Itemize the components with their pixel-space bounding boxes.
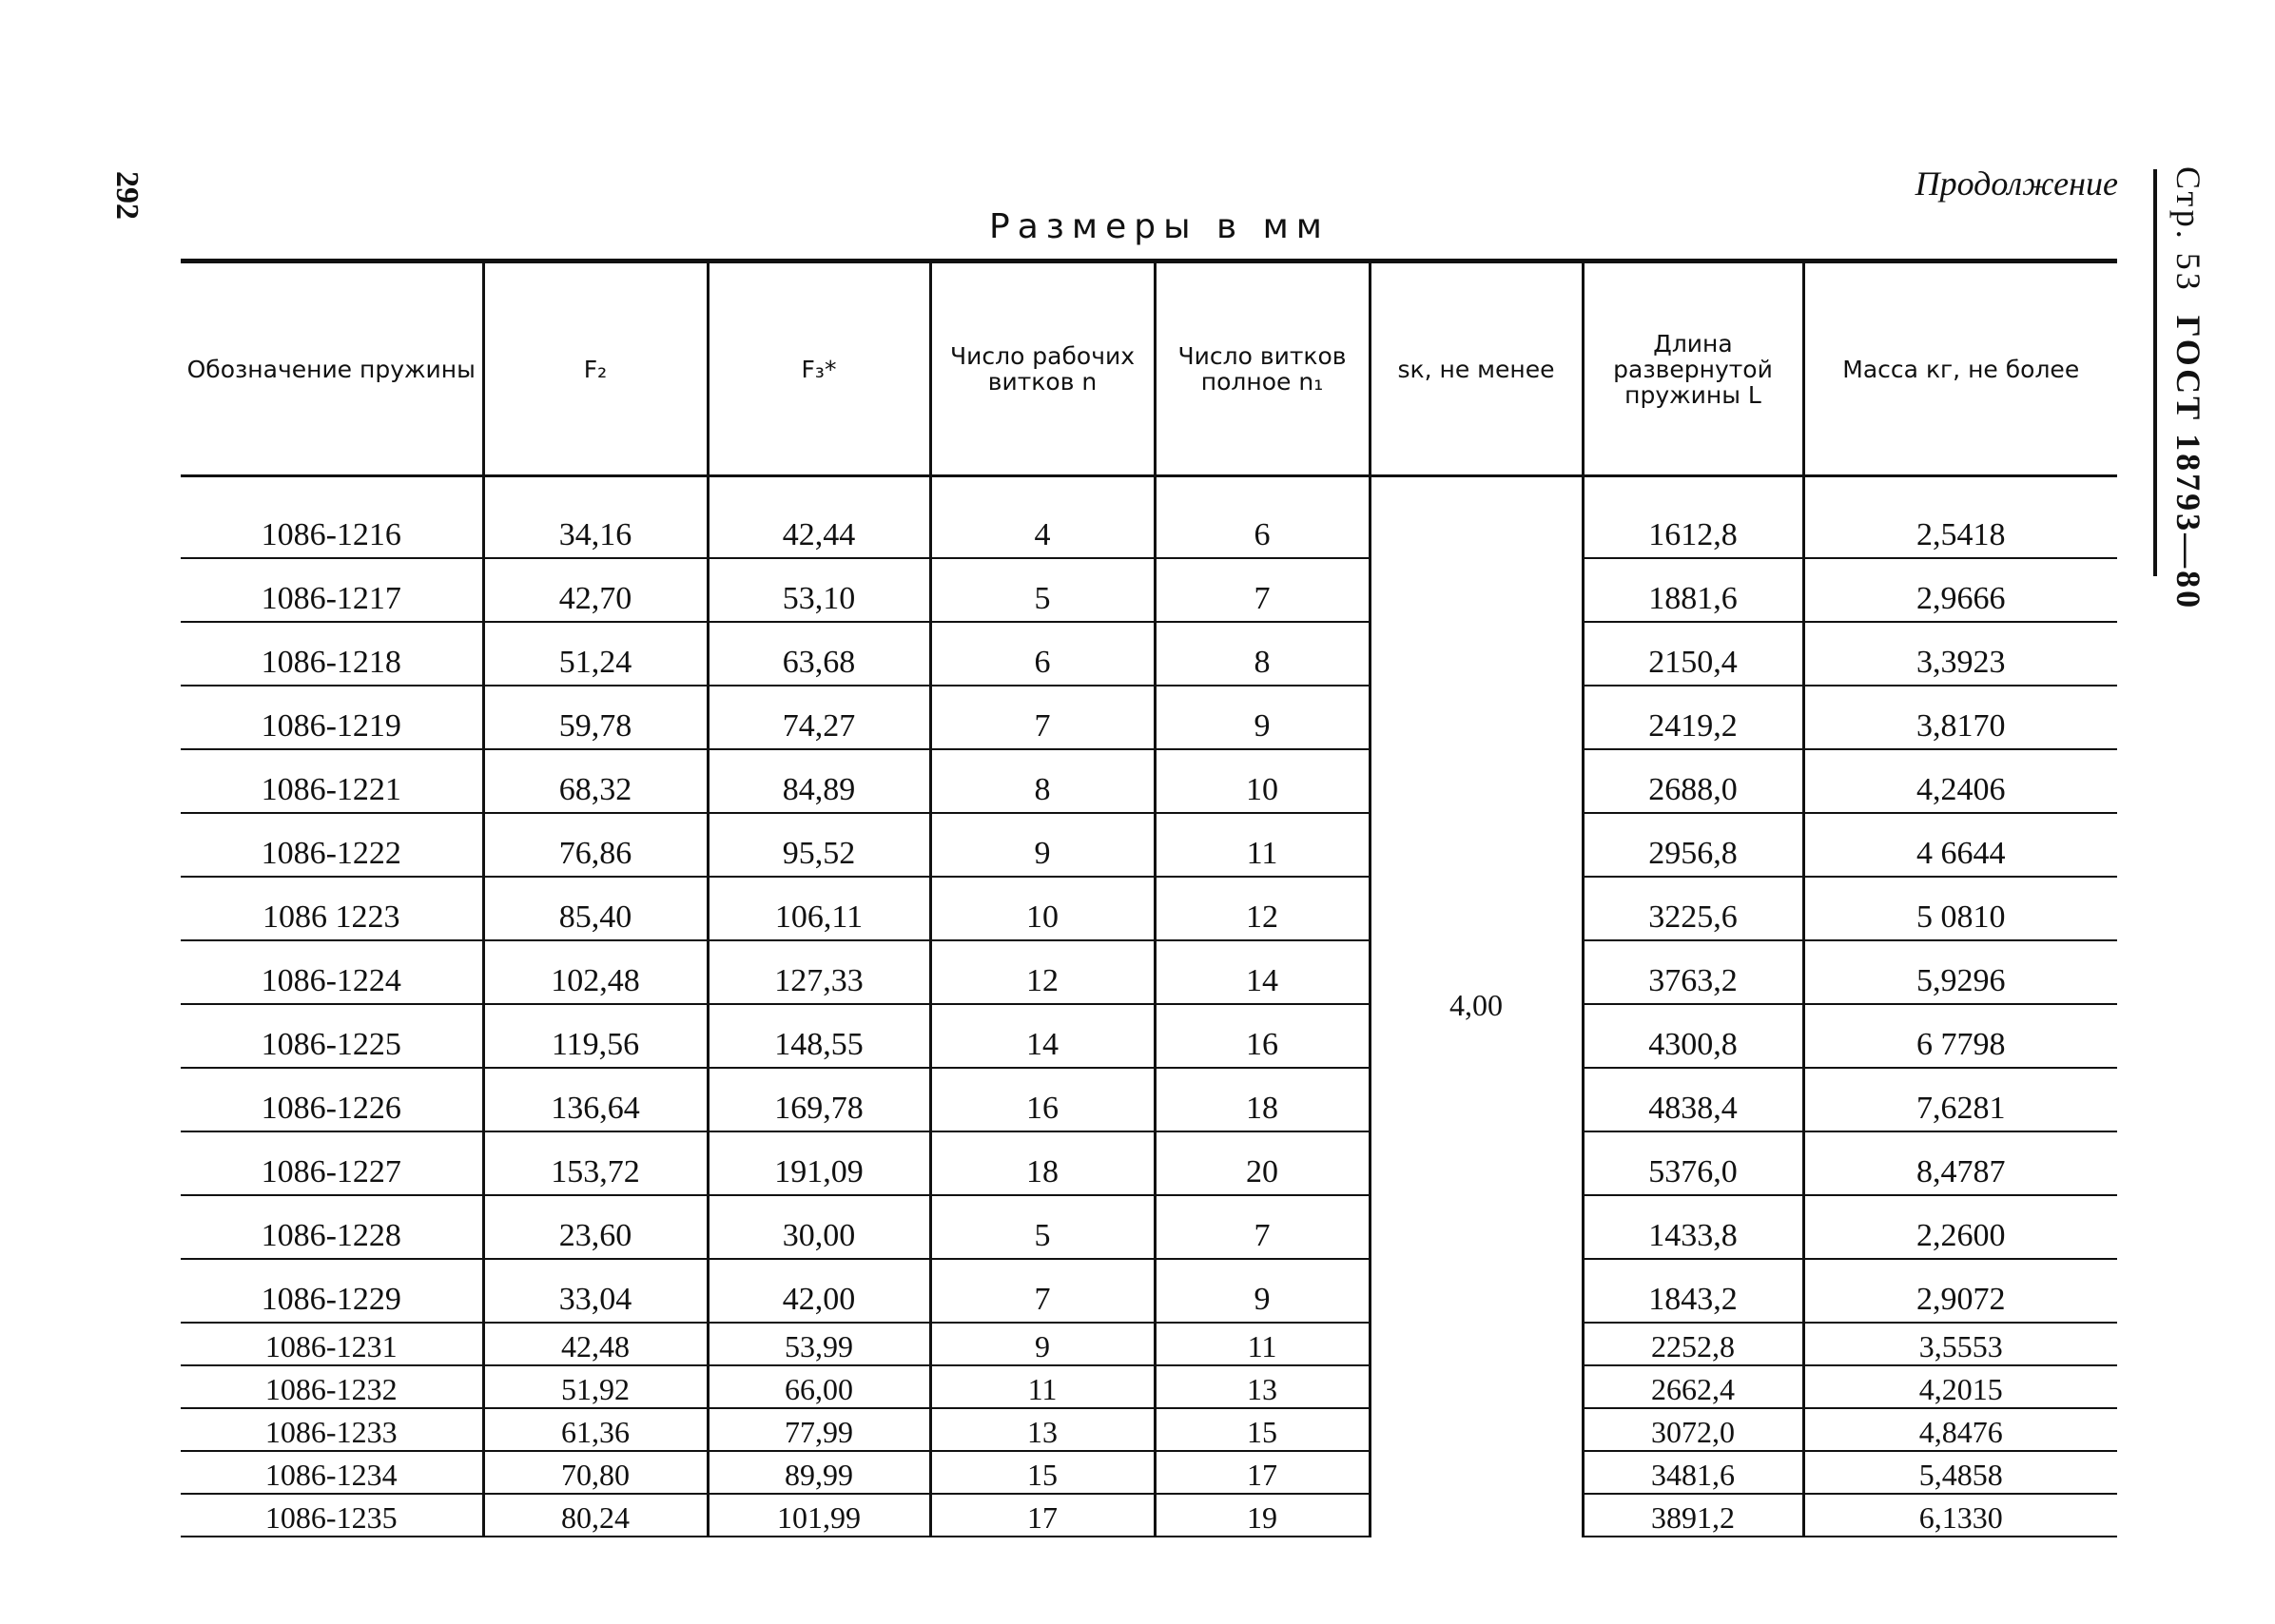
table-row bbox=[181, 940, 2117, 1004]
cell-f3: 169,78 bbox=[708, 1068, 930, 1131]
page-number: 292 bbox=[109, 171, 145, 220]
cell-mass: 4 6644 bbox=[1803, 813, 2117, 877]
cell-f2: 61,36 bbox=[483, 1408, 708, 1451]
table-row bbox=[181, 1004, 2117, 1068]
cell-f3: 77,99 bbox=[708, 1408, 930, 1451]
cell-f3: 42,44 bbox=[708, 476, 930, 559]
cell-length: 3481,6 bbox=[1583, 1451, 1803, 1494]
cell-designation: 1086-1218 bbox=[181, 622, 483, 686]
cell-working-turns: 4 bbox=[930, 476, 1155, 559]
col-total-turns: Число витков полное n₁ bbox=[1155, 261, 1370, 476]
cell-total-turns: 12 bbox=[1155, 877, 1370, 940]
cell-f2: 42,70 bbox=[483, 558, 708, 622]
spring-table bbox=[181, 259, 2117, 1537]
cell-designation: 1086 1223 bbox=[181, 877, 483, 940]
cell-total-turns: 7 bbox=[1155, 1195, 1370, 1259]
cell-total-turns: 16 bbox=[1155, 1004, 1370, 1068]
col-mass: Масса кг, не более bbox=[1803, 261, 2117, 476]
cell-working-turns: 9 bbox=[930, 1323, 1155, 1365]
cell-working-turns: 13 bbox=[930, 1408, 1155, 1451]
header-rule bbox=[2153, 169, 2157, 576]
cell-f2: 153,72 bbox=[483, 1131, 708, 1195]
col-length: Длина развернутой пружины L bbox=[1583, 261, 1803, 476]
cell-f3: 30,00 bbox=[708, 1195, 930, 1259]
cell-designation: 1086-1225 bbox=[181, 1004, 483, 1068]
cell-length: 2150,4 bbox=[1583, 622, 1803, 686]
cell-f2: 68,32 bbox=[483, 749, 708, 813]
cell-working-turns: 16 bbox=[930, 1068, 1155, 1131]
cell-designation: 1086-1227 bbox=[181, 1131, 483, 1195]
cell-f3: 148,55 bbox=[708, 1004, 930, 1068]
cell-f2: 51,24 bbox=[483, 622, 708, 686]
cell-mass: 6 7798 bbox=[1803, 1004, 2117, 1068]
cell-designation: 1086-1231 bbox=[181, 1323, 483, 1365]
cell-f3: 63,68 bbox=[708, 622, 930, 686]
cell-length: 3891,2 bbox=[1583, 1494, 1803, 1537]
cell-f2: 85,40 bbox=[483, 877, 708, 940]
cell-length: 2252,8 bbox=[1583, 1323, 1803, 1365]
cell-designation: 1086-1228 bbox=[181, 1195, 483, 1259]
cell-f2: 136,64 bbox=[483, 1068, 708, 1131]
cell-length: 4300,8 bbox=[1583, 1004, 1803, 1068]
cell-mass: 3,3923 bbox=[1803, 622, 2117, 686]
cell-mass: 8,4787 bbox=[1803, 1131, 2117, 1195]
cell-mass: 3,5553 bbox=[1803, 1323, 2117, 1365]
col-f3: F₃* bbox=[708, 261, 930, 476]
table-caption: Размеры в мм bbox=[989, 207, 1330, 246]
cell-mass: 3,8170 bbox=[1803, 686, 2117, 749]
cell-total-turns: 11 bbox=[1155, 1323, 1370, 1365]
cell-f3: 89,99 bbox=[708, 1451, 930, 1494]
cell-length: 3072,0 bbox=[1583, 1408, 1803, 1451]
cell-total-turns: 13 bbox=[1155, 1365, 1370, 1408]
continuation-label: Продолжение bbox=[1915, 164, 2118, 203]
cell-f3: 84,89 bbox=[708, 749, 930, 813]
cell-length: 2662,4 bbox=[1583, 1365, 1803, 1408]
cell-length: 2688,0 bbox=[1583, 749, 1803, 813]
table-row bbox=[181, 877, 2117, 940]
cell-designation: 1086-1217 bbox=[181, 558, 483, 622]
cell-designation: 1086-1235 bbox=[181, 1494, 483, 1537]
running-header-page: Стр. 53 bbox=[2169, 166, 2207, 293]
cell-designation: 1086-1221 bbox=[181, 749, 483, 813]
cell-length: 5376,0 bbox=[1583, 1131, 1803, 1195]
cell-working-turns: 12 bbox=[930, 940, 1155, 1004]
table-row bbox=[181, 1365, 2117, 1408]
cell-f2: 76,86 bbox=[483, 813, 708, 877]
table-row bbox=[181, 476, 2117, 559]
cell-total-turns: 11 bbox=[1155, 813, 1370, 877]
cell-length: 1881,6 bbox=[1583, 558, 1803, 622]
cell-designation: 1086-1234 bbox=[181, 1451, 483, 1494]
cell-designation: 1086-1232 bbox=[181, 1365, 483, 1408]
cell-length: 1843,2 bbox=[1583, 1259, 1803, 1323]
table-body bbox=[181, 476, 2117, 1537]
cell-f3: 53,10 bbox=[708, 558, 930, 622]
cell-working-turns: 7 bbox=[930, 686, 1155, 749]
cell-mass: 4,8476 bbox=[1803, 1408, 2117, 1451]
cell-total-turns: 19 bbox=[1155, 1494, 1370, 1537]
cell-designation: 1086-1216 bbox=[181, 476, 483, 559]
table-row bbox=[181, 1408, 2117, 1451]
cell-working-turns: 6 bbox=[930, 622, 1155, 686]
cell-mass: 2,9072 bbox=[1803, 1259, 2117, 1323]
cell-f3: 127,33 bbox=[708, 940, 930, 1004]
cell-mass: 2,2600 bbox=[1803, 1195, 2117, 1259]
cell-mass: 6,1330 bbox=[1803, 1494, 2117, 1537]
cell-length: 2956,8 bbox=[1583, 813, 1803, 877]
cell-mass: 5,9296 bbox=[1803, 940, 2117, 1004]
cell-length: 2419,2 bbox=[1583, 686, 1803, 749]
cell-designation: 1086-1219 bbox=[181, 686, 483, 749]
cell-length: 1612,8 bbox=[1583, 476, 1803, 559]
cell-designation: 1086-1233 bbox=[181, 1408, 483, 1451]
cell-working-turns: 5 bbox=[930, 558, 1155, 622]
table-row bbox=[181, 1451, 2117, 1494]
cell-total-turns: 7 bbox=[1155, 558, 1370, 622]
table-header-row bbox=[181, 261, 2117, 476]
cell-f2: 59,78 bbox=[483, 686, 708, 749]
cell-f2: 42,48 bbox=[483, 1323, 708, 1365]
cell-working-turns: 11 bbox=[930, 1365, 1155, 1408]
table-row bbox=[181, 1195, 2117, 1259]
cell-total-turns: 6 bbox=[1155, 476, 1370, 559]
cell-length: 3225,6 bbox=[1583, 877, 1803, 940]
cell-length: 4838,4 bbox=[1583, 1068, 1803, 1131]
cell-working-turns: 9 bbox=[930, 813, 1155, 877]
running-header-standard: ГОСТ 18793—80 bbox=[2169, 315, 2207, 611]
cell-working-turns: 17 bbox=[930, 1494, 1155, 1537]
cell-designation: 1086-1224 bbox=[181, 940, 483, 1004]
cell-designation: 1086-1222 bbox=[181, 813, 483, 877]
cell-f2: 34,16 bbox=[483, 476, 708, 559]
col-f2: F₂ bbox=[483, 261, 708, 476]
cell-f3: 106,11 bbox=[708, 877, 930, 940]
table-row bbox=[181, 1494, 2117, 1537]
cell-mass: 2,5418 bbox=[1803, 476, 2117, 559]
cell-f2: 119,56 bbox=[483, 1004, 708, 1068]
cell-f2: 33,04 bbox=[483, 1259, 708, 1323]
cell-total-turns: 14 bbox=[1155, 940, 1370, 1004]
table-row bbox=[181, 749, 2117, 813]
cell-total-turns: 17 bbox=[1155, 1451, 1370, 1494]
cell-f2: 23,60 bbox=[483, 1195, 708, 1259]
cell-mass: 4,2406 bbox=[1803, 749, 2117, 813]
cell-f3: 42,00 bbox=[708, 1259, 930, 1323]
cell-working-turns: 8 bbox=[930, 749, 1155, 813]
col-sk: sк, не менее bbox=[1370, 261, 1583, 476]
cell-length: 3763,2 bbox=[1583, 940, 1803, 1004]
running-header bbox=[2168, 166, 2208, 610]
table-row bbox=[181, 1323, 2117, 1365]
cell-mass: 4,2015 bbox=[1803, 1365, 2117, 1408]
cell-f3: 191,09 bbox=[708, 1131, 930, 1195]
table-row bbox=[181, 1131, 2117, 1195]
cell-total-turns: 9 bbox=[1155, 686, 1370, 749]
cell-mass: 7,6281 bbox=[1803, 1068, 2117, 1131]
cell-designation: 1086-1226 bbox=[181, 1068, 483, 1131]
cell-total-turns: 15 bbox=[1155, 1408, 1370, 1451]
cell-working-turns: 5 bbox=[930, 1195, 1155, 1259]
table-row bbox=[181, 558, 2117, 622]
cell-total-turns: 20 bbox=[1155, 1131, 1370, 1195]
cell-f2: 102,48 bbox=[483, 940, 708, 1004]
cell-designation: 1086-1229 bbox=[181, 1259, 483, 1323]
cell-f3: 53,99 bbox=[708, 1323, 930, 1365]
cell-f2: 70,80 bbox=[483, 1451, 708, 1494]
cell-mass: 5 0810 bbox=[1803, 877, 2117, 940]
table-row bbox=[181, 686, 2117, 749]
cell-total-turns: 9 bbox=[1155, 1259, 1370, 1323]
cell-mass: 2,9666 bbox=[1803, 558, 2117, 622]
table-row bbox=[181, 622, 2117, 686]
cell-working-turns: 10 bbox=[930, 877, 1155, 940]
cell-f3: 101,99 bbox=[708, 1494, 930, 1537]
cell-working-turns: 7 bbox=[930, 1259, 1155, 1323]
cell-total-turns: 18 bbox=[1155, 1068, 1370, 1131]
cell-f3: 95,52 bbox=[708, 813, 930, 877]
cell-f3: 66,00 bbox=[708, 1365, 930, 1408]
cell-working-turns: 15 bbox=[930, 1451, 1155, 1494]
cell-total-turns: 8 bbox=[1155, 622, 1370, 686]
table-row bbox=[181, 1068, 2117, 1131]
cell-mass: 5,4858 bbox=[1803, 1451, 2117, 1494]
cell-working-turns: 18 bbox=[930, 1131, 1155, 1195]
cell-sk: 4,00 bbox=[1370, 476, 1583, 1537]
cell-f3: 74,27 bbox=[708, 686, 930, 749]
col-working-turns: Число рабочих витков n bbox=[930, 261, 1155, 476]
cell-f2: 80,24 bbox=[483, 1494, 708, 1537]
cell-f2: 51,92 bbox=[483, 1365, 708, 1408]
table-row bbox=[181, 813, 2117, 877]
cell-total-turns: 10 bbox=[1155, 749, 1370, 813]
cell-length: 1433,8 bbox=[1583, 1195, 1803, 1259]
col-designation: Обозначение пружины bbox=[181, 261, 483, 476]
table-row bbox=[181, 1259, 2117, 1323]
cell-working-turns: 14 bbox=[930, 1004, 1155, 1068]
